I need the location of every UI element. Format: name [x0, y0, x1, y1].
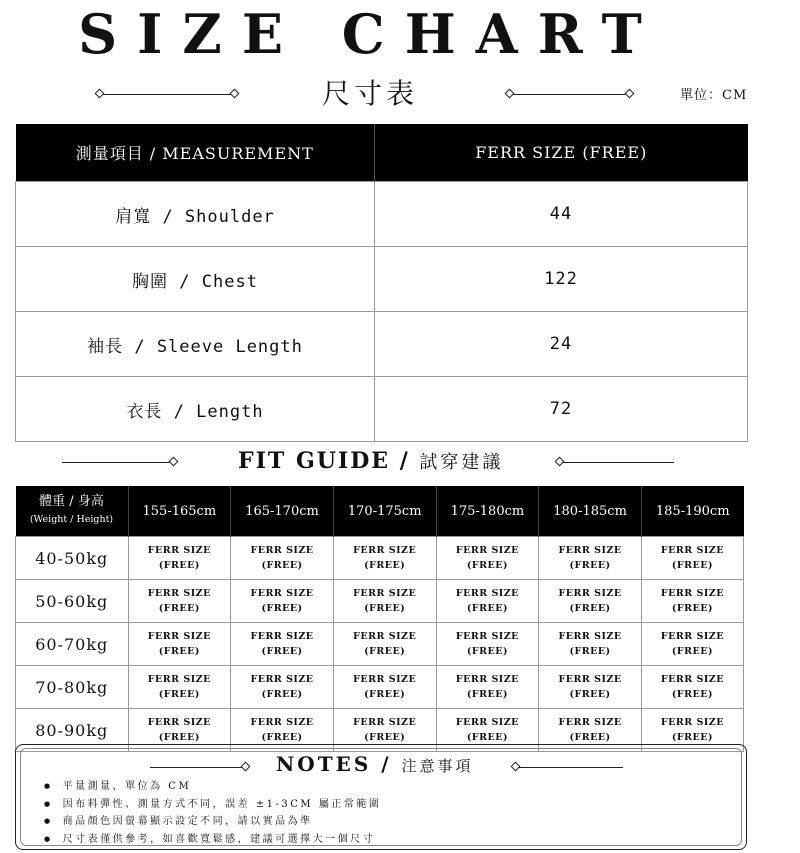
fit-cell: [231, 580, 334, 623]
fit-cell: [128, 537, 231, 580]
unit-label: 單位：CM: [680, 88, 748, 103]
table-row: [16, 247, 748, 312]
fit-size-sublabel: (FREE): [569, 689, 611, 700]
fit-size-sublabel: (FREE): [364, 689, 406, 700]
fit-size-sublabel: (FREE): [671, 646, 714, 657]
corner-sublabel: (Weight / Height): [29, 514, 114, 525]
fit-size-label: FERR SIZE: [353, 717, 417, 728]
fit-size-sublabel: (FREE): [158, 646, 200, 657]
fit-size-label: FERR SIZE: [660, 588, 724, 599]
fit-cell: [539, 666, 642, 709]
fit-cell: [436, 666, 539, 709]
fit-size-sublabel: (FREE): [466, 732, 508, 743]
notes-list: [44, 778, 381, 848]
fit-size-label: FERR SIZE: [455, 674, 519, 685]
table-row: [16, 182, 748, 247]
size-table: [15, 124, 748, 442]
height-header: 155-165cm: [128, 486, 231, 537]
fit-size-label: FERR SIZE: [147, 588, 211, 599]
notes-title: NOTES /: [276, 752, 392, 776]
fit-size-label: FERR SIZE: [353, 674, 417, 685]
weight-label: 70-80kg: [16, 666, 129, 709]
corner-header: [16, 486, 129, 537]
fit-cell: [333, 666, 436, 709]
fit-size-sublabel: (FREE): [261, 732, 303, 743]
fit-size-label: FERR SIZE: [353, 588, 417, 599]
fit-size-sublabel: (FREE): [671, 560, 714, 571]
fit-cell: [231, 537, 334, 580]
fit-size-sublabel: (FREE): [466, 689, 508, 700]
fit-size-label: FERR SIZE: [558, 674, 622, 685]
fit-size-sublabel: (FREE): [158, 603, 200, 614]
column-header: 測量項目 / MEASUREMENT: [16, 124, 375, 182]
diamond-ornament: [625, 89, 635, 99]
fit-cell: [128, 623, 231, 666]
fit-size-label: FERR SIZE: [455, 631, 519, 642]
height-header: 180-185cm: [539, 486, 642, 537]
fit-size-sublabel: (FREE): [569, 646, 611, 657]
table-row: [16, 537, 744, 580]
fit-cell: [539, 623, 642, 666]
fit-size-sublabel: (FREE): [158, 560, 200, 571]
divider-line: [100, 94, 235, 95]
fit-size-sublabel: (FREE): [466, 646, 508, 657]
fit-cell: [436, 537, 539, 580]
measurement-value: 122: [375, 247, 748, 312]
fit-guide-subtitle: 試穿建議: [419, 452, 504, 473]
measurement-value: 72: [375, 377, 748, 442]
fit-cell: [641, 580, 743, 623]
fit-size-sublabel: (FREE): [158, 732, 200, 743]
measurement-value: 24: [375, 312, 748, 377]
fit-size-label: FERR SIZE: [660, 674, 724, 685]
fit-cell: [333, 623, 436, 666]
fit-size-sublabel: (FREE): [671, 732, 714, 743]
measurement-label: 衣長 / Length: [16, 377, 375, 442]
weight-label: 50-60kg: [16, 580, 129, 623]
fit-size-label: FERR SIZE: [455, 588, 519, 599]
fit-size-sublabel: (FREE): [569, 560, 611, 571]
measurement-label: 肩寬 / Shoulder: [16, 182, 375, 247]
fit-size-label: FERR SIZE: [660, 717, 724, 728]
fit-size-label: FERR SIZE: [250, 674, 314, 685]
table-row: [16, 623, 744, 666]
height-header: 175-180cm: [436, 486, 539, 537]
divider-line: [518, 767, 623, 768]
notes-subtitle: 注意事項: [401, 757, 474, 775]
fit-size-label: FERR SIZE: [558, 545, 622, 556]
corner-label: 體重 / 身高: [39, 494, 104, 509]
fit-cell: [641, 537, 743, 580]
divider-line: [62, 462, 174, 463]
fit-size-label: FERR SIZE: [147, 631, 211, 642]
weight-label: 80-90kg: [16, 709, 129, 752]
fit-cell: [539, 580, 642, 623]
note-item: ● 商品顏色因螢幕顯示設定不同，請以實品為準: [44, 813, 381, 831]
fit-size-label: FERR SIZE: [353, 631, 417, 642]
fit-size-label: FERR SIZE: [558, 717, 622, 728]
divider-line: [562, 462, 674, 463]
fit-size-label: FERR SIZE: [147, 674, 211, 685]
fit-size-sublabel: (FREE): [364, 646, 406, 657]
fit-cell: [539, 537, 642, 580]
fit-cell: [641, 666, 743, 709]
note-item: ● 平量測量，單位為 CM: [44, 778, 381, 796]
fit-size-label: FERR SIZE: [353, 545, 417, 556]
fit-size-label: FERR SIZE: [250, 631, 314, 642]
measurement-label: 胸圍 / Chest: [16, 247, 375, 312]
fit-size-sublabel: (FREE): [261, 603, 303, 614]
table-row: [16, 580, 744, 623]
fit-cell: [641, 623, 743, 666]
diamond-ornament: [95, 89, 105, 99]
fit-guide-heading: [238, 448, 503, 474]
fit-size-label: FERR SIZE: [250, 717, 314, 728]
fit-cell: [333, 580, 436, 623]
height-header: 165-170cm: [231, 486, 334, 537]
fit-size-sublabel: (FREE): [466, 603, 508, 614]
fit-size-sublabel: (FREE): [261, 560, 303, 571]
fit-size-sublabel: (FREE): [466, 560, 508, 571]
table-row: [16, 666, 744, 709]
height-header: 185-190cm: [641, 486, 743, 537]
weight-label: 60-70kg: [16, 623, 129, 666]
note-item: ● 因布料彈性、測量方式不同，誤差 ±1-3CM 屬正常範圍: [44, 796, 381, 814]
diamond-ornament: [169, 457, 179, 467]
table-row: [16, 312, 748, 377]
table-header-row: [16, 124, 748, 182]
fit-guide-title: FIT GUIDE /: [238, 448, 410, 474]
fit-cell: [436, 623, 539, 666]
fit-size-label: FERR SIZE: [147, 545, 211, 556]
fit-size-sublabel: (FREE): [569, 732, 611, 743]
fit-size-sublabel: (FREE): [364, 603, 406, 614]
divider-line: [510, 94, 630, 95]
fit-size-label: FERR SIZE: [250, 588, 314, 599]
fit-guide-table: [15, 486, 744, 752]
weight-label: 40-50kg: [16, 537, 129, 580]
page-title: SIZE CHART: [78, 2, 662, 66]
fit-size-label: FERR SIZE: [558, 588, 622, 599]
fit-cell: [231, 623, 334, 666]
fit-size-sublabel: (FREE): [364, 732, 406, 743]
fit-size-label: FERR SIZE: [455, 545, 519, 556]
fit-cell: [128, 666, 231, 709]
divider-line: [150, 767, 245, 768]
page-subtitle: 尺寸表: [321, 77, 418, 110]
measurement-value: 44: [375, 182, 748, 247]
fit-size-sublabel: (FREE): [261, 689, 303, 700]
fit-size-label: FERR SIZE: [660, 631, 724, 642]
fit-size-label: FERR SIZE: [660, 545, 724, 556]
fit-size-label: FERR SIZE: [558, 631, 622, 642]
table-row: [16, 377, 748, 442]
table-header-row: [16, 486, 744, 537]
fit-size-label: FERR SIZE: [147, 717, 211, 728]
diamond-ornament: [230, 89, 240, 99]
fit-cell: [128, 580, 231, 623]
height-header: 170-175cm: [333, 486, 436, 537]
fit-cell: [436, 580, 539, 623]
fit-size-sublabel: (FREE): [671, 689, 714, 700]
notes-heading: [276, 752, 474, 776]
column-header: FERR SIZE (FREE): [375, 124, 748, 182]
fit-size-sublabel: (FREE): [569, 603, 611, 614]
fit-size-label: FERR SIZE: [455, 717, 519, 728]
fit-cell: [231, 666, 334, 709]
fit-size-sublabel: (FREE): [158, 689, 200, 700]
fit-cell: [333, 537, 436, 580]
diamond-ornament: [505, 89, 515, 99]
fit-size-label: FERR SIZE: [250, 545, 314, 556]
measurement-label: 袖長 / Sleeve Length: [16, 312, 375, 377]
fit-size-sublabel: (FREE): [261, 646, 303, 657]
fit-size-sublabel: (FREE): [364, 560, 406, 571]
fit-size-sublabel: (FREE): [671, 603, 714, 614]
note-item: ● 尺寸表僅供參考，如喜歡寬鬆感，建議可選擇大一個尺寸: [44, 831, 381, 849]
